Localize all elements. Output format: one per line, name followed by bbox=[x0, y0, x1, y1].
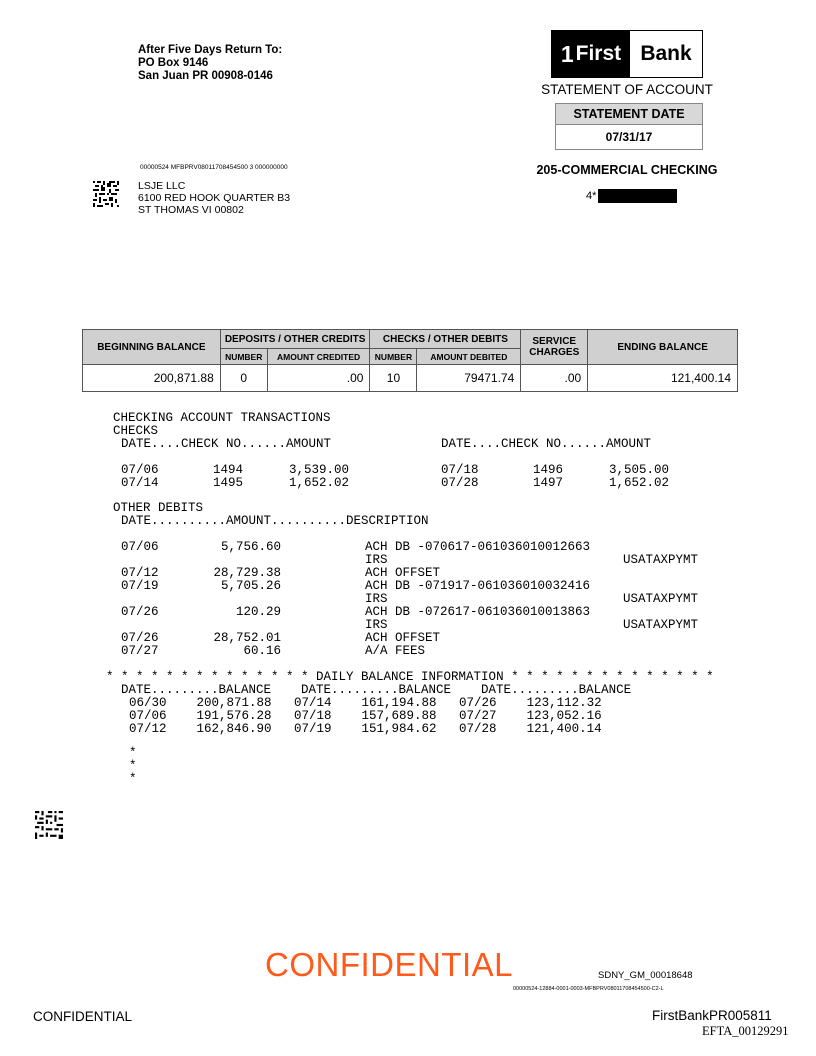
other-debits-header: DATE..........AMOUNT..........DESCRIPTION bbox=[121, 514, 429, 528]
deposit-number-header: NUMBER bbox=[220, 349, 267, 365]
check-amount: 1,652.02 bbox=[289, 476, 350, 490]
debit-date: 07/12 bbox=[121, 566, 159, 580]
daily-balance-row: 06/30 200,871.88 07/14 161,194.88 07/26 123,112.32 bbox=[129, 696, 602, 710]
debit-description: ACH OFFSET bbox=[365, 566, 441, 580]
check-number-header: NUMBER bbox=[370, 349, 417, 365]
check-number: 1497 bbox=[533, 476, 564, 490]
redaction-bar bbox=[598, 189, 677, 203]
return-address bbox=[138, 44, 282, 83]
customer-address bbox=[138, 180, 290, 216]
checks-header: CHECKS / OTHER DEBITS bbox=[370, 330, 521, 349]
beginning-balance-header: BEGINNING BALANCE bbox=[83, 330, 221, 365]
logo-first-block bbox=[552, 31, 630, 77]
ending-balance-header: ENDING BALANCE bbox=[588, 330, 738, 365]
debit-amount: 5,705.26 bbox=[220, 579, 281, 593]
debit-date: 07/26 bbox=[121, 605, 159, 619]
bank-logo bbox=[551, 30, 703, 78]
trailing-star: * bbox=[129, 746, 137, 760]
deposits-header: DEPOSITS / OTHER CREDITS bbox=[220, 330, 370, 349]
debit-date: 07/06 bbox=[121, 540, 159, 554]
service-charges-header: SERVICE CHARGES bbox=[521, 330, 588, 365]
daily-balance-row: 07/06 191,576.28 07/18 157,689.88 07/27 123,052.16 bbox=[129, 709, 602, 723]
statement-date: 07/31/17 bbox=[605, 130, 653, 144]
debit-date: 07/27 bbox=[121, 644, 159, 658]
confidential-footer: CONFIDENTIAL bbox=[33, 1009, 133, 1024]
sdny-bates-number: SDNY_GM_00018648 bbox=[598, 970, 693, 981]
amount-credited: .00 bbox=[267, 365, 370, 392]
efta-number: EFTA_00129291 bbox=[702, 1024, 789, 1038]
checks-label: CHECKS bbox=[113, 424, 159, 438]
debit-description: ACH OFFSET bbox=[365, 631, 441, 645]
debit-description-2: IRS bbox=[365, 553, 388, 567]
account-number-prefix: 4* bbox=[586, 190, 597, 202]
daily-balance-header: DATE.........BALANCE DATE.........BALANCE DATE.........BALANCE bbox=[121, 683, 632, 697]
amount-credited-header: AMOUNT CREDITED bbox=[267, 349, 370, 365]
sdny-document-code: 00000524-12884-0001-0003-MFBPRV08011708454500-C2-L bbox=[513, 986, 664, 992]
statement-date-box bbox=[555, 103, 703, 150]
debit-amount: 28,729.38 bbox=[213, 566, 281, 580]
daily-balance-row: 07/12 162,846.90 07/19 151,984.62 07/28 121,400.14 bbox=[129, 722, 602, 736]
account-type: 205-COMMERCIAL CHECKING bbox=[536, 163, 718, 177]
debit-reference: USATAXPYMT bbox=[623, 592, 699, 606]
logo-one: 1 bbox=[560, 40, 574, 67]
checks-header-left: DATE....CHECK NO......AMOUNT bbox=[121, 437, 332, 451]
return-line-2: PO Box 9146 bbox=[138, 57, 209, 69]
check-date: 07/06 bbox=[121, 463, 159, 477]
check-date: 07/18 bbox=[441, 463, 479, 477]
debit-description-2: IRS bbox=[365, 618, 388, 632]
debit-description: ACH DB -072617-061036010013863 bbox=[365, 605, 591, 619]
mail-code: 00000524 MFBPRV08011708454500 3 000000000 bbox=[140, 164, 288, 171]
debit-date: 07/19 bbox=[121, 579, 159, 593]
amount-debited: 79471.74 bbox=[417, 365, 521, 392]
check-date: 07/28 bbox=[441, 476, 479, 490]
debit-reference: USATAXPYMT bbox=[623, 618, 699, 632]
debit-amount: 28,752.01 bbox=[213, 631, 281, 645]
ending-balance: 121,400.14 bbox=[588, 365, 738, 392]
customer-name: LSJE LLC bbox=[138, 180, 186, 192]
statement-date-label: STATEMENT DATE bbox=[556, 104, 702, 125]
logo-first: First bbox=[575, 42, 622, 65]
trailing-star: * bbox=[129, 772, 137, 786]
beginning-balance: 200,871.88 bbox=[83, 365, 221, 392]
debit-description: ACH DB -071917-061036010032416 bbox=[365, 579, 591, 593]
statement-title: STATEMENT OF ACCOUNT bbox=[541, 82, 713, 97]
other-debits-label: OTHER DEBITS bbox=[113, 501, 204, 515]
checks-header-right: DATE....CHECK NO......AMOUNT bbox=[441, 437, 652, 451]
check-number: 1496 bbox=[533, 463, 564, 477]
trailing-star: * bbox=[129, 759, 137, 773]
service-charges: .00 bbox=[521, 365, 588, 392]
check-amount: 3,539.00 bbox=[289, 463, 350, 477]
check-number: 1495 bbox=[213, 476, 244, 490]
return-line-3: San Juan PR 00908-0146 bbox=[138, 70, 273, 82]
check-count: 10 bbox=[370, 365, 417, 392]
debit-amount: 60.16 bbox=[243, 644, 281, 658]
check-amount: 1,652.02 bbox=[609, 476, 670, 490]
debit-reference: USATAXPYMT bbox=[623, 553, 699, 567]
debit-amount: 5,756.60 bbox=[220, 540, 281, 554]
check-date: 07/14 bbox=[121, 476, 159, 490]
deposit-count: 0 bbox=[220, 365, 267, 392]
confidential-stamp: CONFIDENTIAL bbox=[265, 946, 514, 983]
customer-street: 6100 RED HOOK QUARTER B3 bbox=[138, 192, 291, 204]
qr-code-icon bbox=[35, 811, 63, 839]
debit-description: ACH DB -070617-061036010012663 bbox=[365, 540, 591, 554]
daily-balance-title: * * * * * * * * * * * * * * DAILY BALANCE INFORMATION * * * * * * * * * * * * * * bbox=[106, 670, 714, 684]
debit-description-2: IRS bbox=[365, 592, 388, 606]
customer-city: ST THOMAS VI 00802 bbox=[138, 204, 244, 216]
debit-date: 07/26 bbox=[121, 631, 159, 645]
bates-number: FirstBankPR005811 bbox=[652, 1008, 772, 1023]
transactions-title: CHECKING ACCOUNT TRANSACTIONS bbox=[113, 411, 331, 425]
qr-code-icon bbox=[93, 181, 119, 207]
check-amount: 3,505.00 bbox=[609, 463, 670, 477]
debit-amount: 120.29 bbox=[235, 605, 281, 619]
amount-debited-header: AMOUNT DEBITED bbox=[417, 349, 521, 365]
logo-bank: Bank bbox=[640, 42, 692, 65]
return-line-1: After Five Days Return To: bbox=[138, 44, 283, 56]
account-summary-table bbox=[82, 329, 738, 392]
check-number: 1494 bbox=[213, 463, 244, 477]
debit-description: A/A FEES bbox=[365, 644, 426, 658]
